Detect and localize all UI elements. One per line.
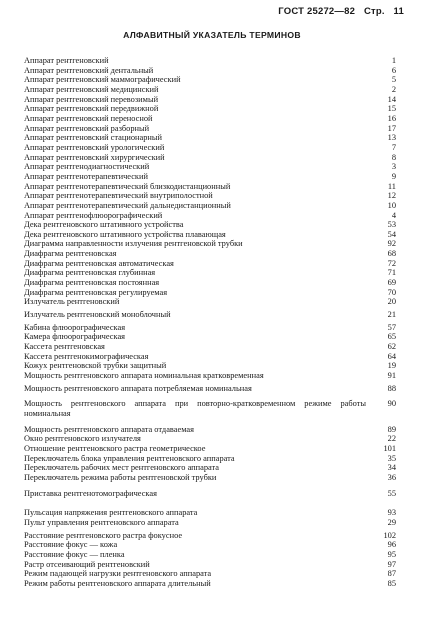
index-term-number: 102 [383,530,396,540]
index-term-number: 19 [387,361,396,371]
index-term: Мощность рентгеновского аппарата при повторно-кратковременном режиме работы номинальная [24,399,366,418]
index-term-number: 97 [387,559,396,569]
index-term: Мощность рентгеновского аппарата номинальная кратковременная [24,371,264,380]
index-term: Диафрагма рентгеновская глубинная [24,268,156,278]
index-term: Пульсация напряжения рентгеновского аппарата [24,508,198,518]
index-term-number: 16 [387,113,396,123]
index-term-number: 35 [387,453,396,463]
index-entry [24,133,396,143]
index-term-number: 2 [391,84,396,94]
index-term-number: 68 [387,249,396,259]
index-entry [24,172,396,182]
index-term-number: 5 [391,75,396,85]
index-term-number: 53 [387,220,396,230]
index-term-number: 7 [391,142,396,152]
index-term-number: 22 [387,434,396,444]
index-term: Диафрагма рентгеновская постоянная [24,278,160,288]
index-entry [24,352,396,362]
index-term: Аппарат рентгенотерапевтический дальнедистанционный [24,200,231,210]
index-term: Аппарат рентгеновский маммографический [24,75,181,85]
index-term: Аппарат рентгенотерапевтический [24,171,148,181]
index-term: Приставка рентгенотомографическая [24,488,157,498]
index-entry [24,342,396,352]
index-term: Излучатель рентгеновский [24,297,120,307]
index-entry [24,278,396,288]
index-term-number: 11 [387,181,396,191]
index-term-number: 92 [387,239,396,249]
index-entry [24,249,396,259]
index-term: Мощность рентгеновского аппарата потребляемая номинальная [24,383,252,393]
index-term-number: 93 [387,508,396,518]
index-entry [24,473,396,483]
index-term-number: 34 [387,463,396,473]
index-term-number: 13 [387,133,396,143]
index-term-number: 69 [387,278,396,288]
index-title: АЛФАВИТНЫЙ УКАЗАТЕЛЬ ТЕРМИНОВ [123,30,301,40]
index-entry [24,143,396,153]
index-entry [24,124,396,134]
index-term: Переключатель режима работы рентгеновской трубки [24,472,217,482]
index-term: Кассета рентгеновская [24,342,105,352]
index-entry [24,508,396,518]
index-entry [24,531,396,541]
index-term: Аппарат рентгеновский разборный [24,123,150,133]
index-entry [24,230,396,240]
index-entry [24,444,396,454]
index-entry [24,182,396,192]
index-entry [24,434,396,444]
index-entry [24,85,396,95]
index-entry [24,310,396,320]
index-term: Аппарат рентгенофлюорографический [24,210,163,220]
index-entry [24,75,396,85]
index-term: Диафрагма рентгеновская автоматическая [24,258,174,268]
index-term: Аппарат рентгеновский переносной [24,113,153,123]
index-term: Режим работы рентгеновского аппарата длительный [24,578,211,588]
index-term-number: 96 [387,540,396,550]
index-term: Переключатель блока управления рентгеновского аппарата [24,453,235,463]
index-term-number: 10 [387,200,396,210]
index-term: Аппарат рентгеновский урологический [24,142,165,152]
index-term-number: 65 [387,332,396,342]
index-entry [24,114,396,124]
index-entry [24,297,396,307]
index-entry [24,361,396,371]
index-term: Аппарат рентгенотерапевтический внутриполостной [24,191,213,201]
index-entry [24,463,396,473]
index-term: Режим падающей нагрузки рентгеновского аппарата [24,569,212,579]
index-term: Пульт управления рентгеновского аппарата [24,517,179,527]
index-term-number: 12 [387,191,396,201]
index-term-number: 6 [391,65,396,75]
index-term-number: 29 [387,517,396,527]
index-term: Дека рентгеновского штативного устройства плавающая [24,229,226,239]
index-entry [24,569,396,579]
index-term-number: 21 [387,310,396,320]
index-term: Аппарат рентгеновский хирургический [24,152,165,162]
index-term: Диаграмма направленности излучения рентгеновской трубки [24,239,243,249]
index-term-number: 62 [387,342,396,352]
index-term-number: 64 [387,351,396,361]
index-term-number: 9 [391,171,396,181]
index-term: Кассета рентгенокимографическая [24,351,149,361]
index-term: Диафрагма рентгеновская [24,249,117,259]
index-term: Кожух рентгеновской трубки защитный [24,361,167,371]
index-entry [24,540,396,550]
index-term: Растр отсеивающий рентгеновский [24,559,150,569]
index-entry [24,153,396,163]
index-entry [24,201,396,211]
index-term: Аппарат рентгеновский дентальный [24,65,154,75]
index-entry [24,579,396,589]
index-term-number: 54 [387,229,396,239]
index-term: Расстояние фокус — кожа [24,540,118,550]
index-entry [24,399,396,418]
index-term-number: 90 [387,399,396,409]
index-term: Излучатель рентгеновский моноблочный [24,310,171,320]
index-term-number: 4 [391,210,396,220]
index-term: Дека рентгеновского штативного устройства [24,220,184,230]
index-entry [24,489,396,499]
index-term: Кабина флюорографическая [24,322,126,332]
index-entry [24,332,396,342]
index-term-number: 36 [387,472,396,482]
index-term: Камера флюорографическая [24,332,126,342]
index-term-number: 17 [387,123,396,133]
index-term-number: 8 [391,152,396,162]
index-term: Аппарат рентгеновский [24,56,109,65]
index-term-number: 88 [387,383,396,393]
index-term-number: 20 [387,297,396,307]
index-entry [24,550,396,560]
index-term: Отношение рентгеновского растра геометрическое [24,443,206,453]
index-entry [24,384,396,394]
index-entry [24,560,396,570]
index-term: Аппарат рентгеновский стационарный [24,133,163,143]
index-term: Аппарат рентгеновский перевозимый [24,94,159,104]
terms-index-list [24,56,396,588]
index-term: Диафрагма рентгеновская регулируемая [24,287,168,297]
index-term: Расстояние рентгеновского растра фокусное [24,530,183,540]
index-entry [24,191,396,201]
index-entry [24,220,396,230]
index-term: Аппарат рентгенотерапевтический близкодистанционный [24,181,231,191]
index-entry [24,66,396,76]
index-term-number: 85 [387,578,396,588]
index-term-number: 91 [387,371,396,380]
page-header [272,6,404,17]
index-entry [24,323,396,333]
gost-number: ГОСТ 25272—82 [278,6,356,17]
index-term-number: 72 [387,258,396,268]
index-term: Аппарат рентгеновский передвижной [24,104,159,114]
index-entry [24,425,396,435]
index-term-number: 14 [387,94,396,104]
index-term: Мощность рентгеновского аппарата отдаваемая [24,424,195,434]
index-term-number: 1 [391,56,396,65]
index-entry [24,371,396,381]
index-entry [24,211,396,221]
index-entry [24,259,396,269]
index-term-number: 70 [387,287,396,297]
index-entry [24,95,396,105]
index-entry [24,162,396,172]
index-term: Аппарат рентгеновский медицинский [24,84,159,94]
index-term-number: 55 [387,488,396,498]
index-entry [24,104,396,114]
index-term: Расстояние фокус — пленка [24,549,125,559]
index-term-number: 71 [387,268,396,278]
index-term-number: 87 [387,569,396,579]
page-label: Стр. [363,6,385,17]
index-entry [24,454,396,464]
index-entry [24,239,396,249]
index-term: Переключатель рабочих мест рентгеновского аппарата [24,463,220,473]
index-term-number: 15 [387,104,396,114]
index-term-number: 57 [387,322,396,332]
index-term: Окно рентгеновского излучателя [24,434,141,444]
index-term: Аппарат рентгенодиагностический [24,162,150,172]
index-term-number: 101 [383,443,396,453]
index-entry [24,288,396,298]
index-entry [24,56,396,66]
index-term-number: 3 [391,162,396,172]
index-entry [24,268,396,278]
page-number: 11 [393,6,404,17]
index-term-number: 89 [387,424,396,434]
index-entry [24,518,396,528]
index-term-number: 95 [387,549,396,559]
